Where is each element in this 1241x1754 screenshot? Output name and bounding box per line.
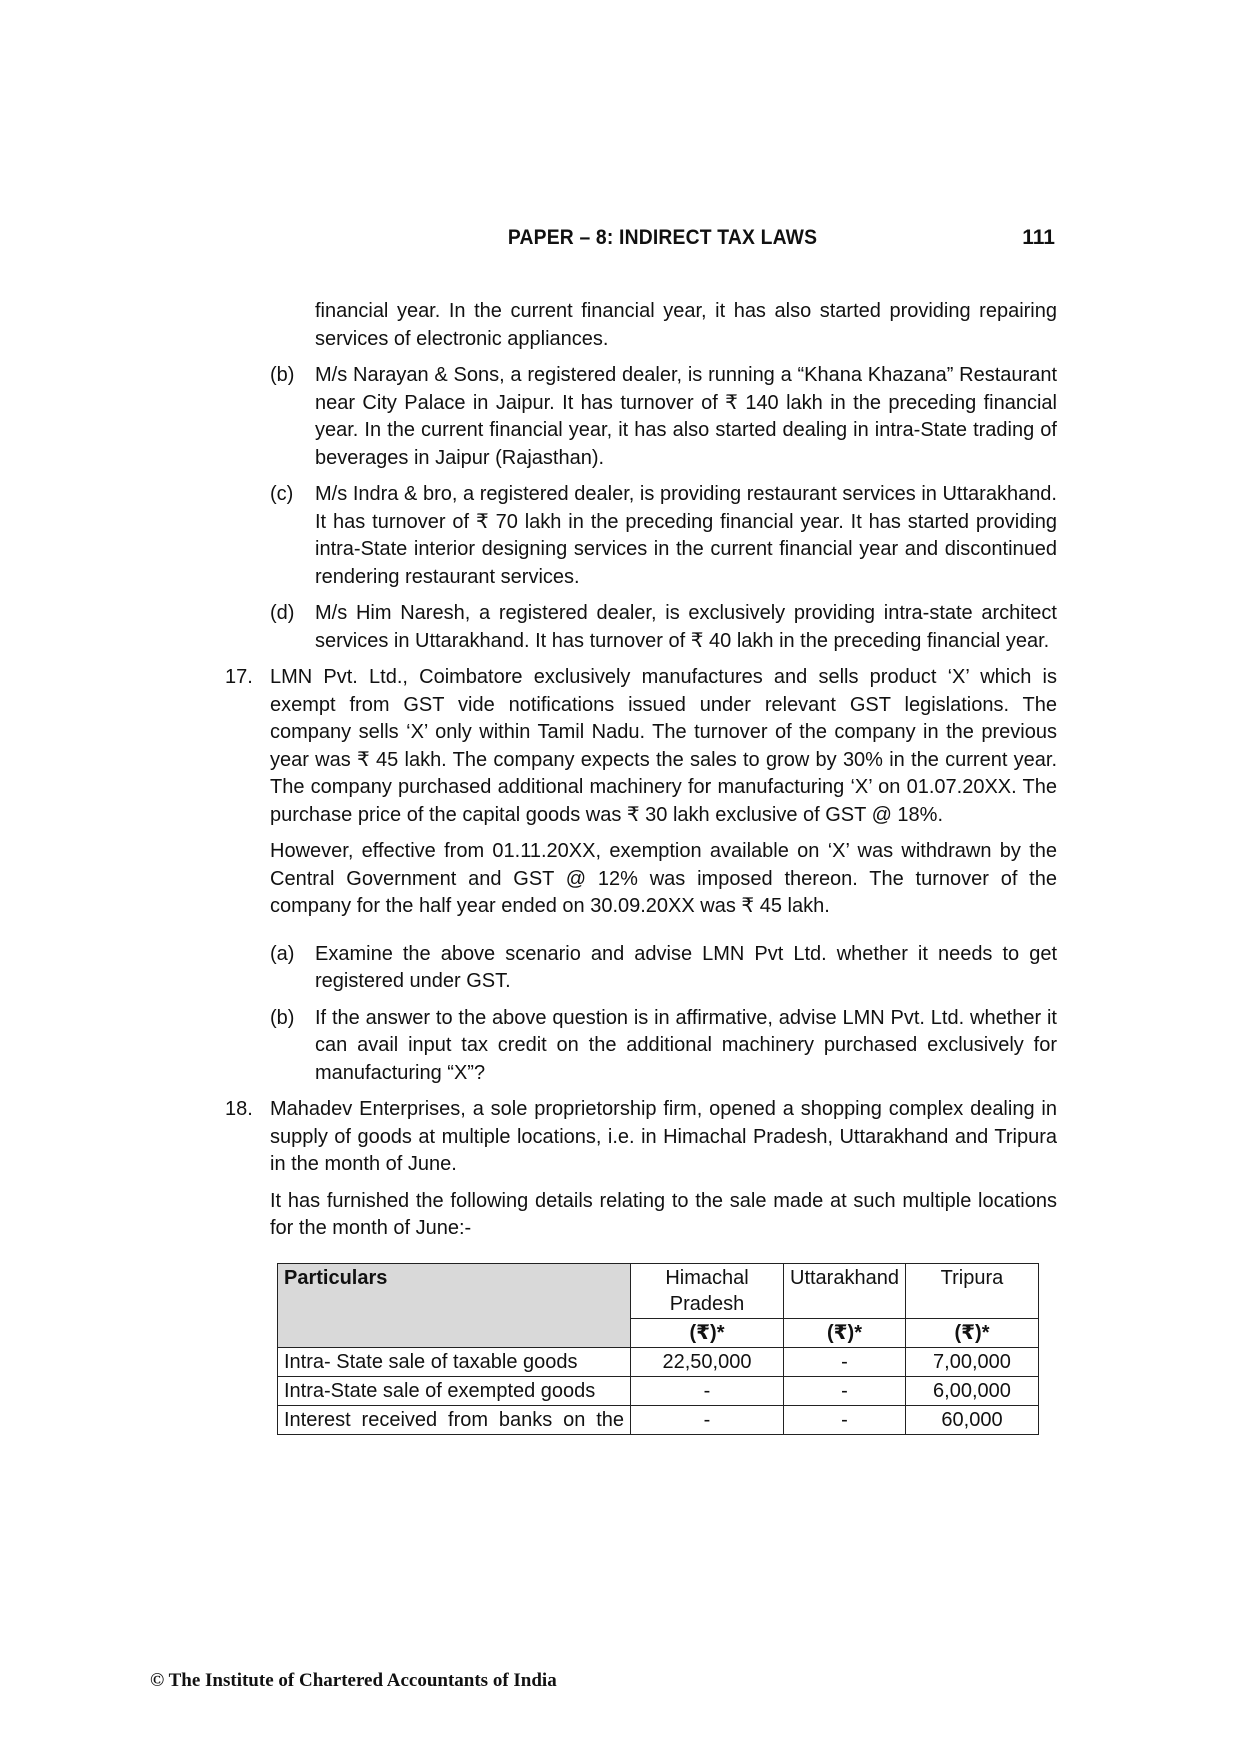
cell-uk: - — [784, 1347, 906, 1376]
cell-uk: - — [784, 1405, 906, 1434]
table-header-row — [278, 1263, 1039, 1318]
footer-copyright: © The Institute of Chartered Accountants of India — [150, 1670, 557, 1691]
cell-hp: - — [631, 1405, 784, 1434]
currency-unit: (₹)* — [784, 1318, 906, 1347]
q16-item-d — [270, 600, 1057, 655]
row-label: Intra-State sale of exempted goods — [278, 1376, 631, 1405]
question-text: Mahadev Enterprises, a sole proprietorship firm, opened a shopping complex dealing in supply of goods at multiple locations, i.e. in Himachal Pradesh, Uttarakhand and Tripura in the month of June. — [270, 1098, 1057, 1175]
col-himachal-pradesh: Himachal Pradesh — [631, 1263, 784, 1318]
q17-item-a — [270, 941, 1057, 996]
row-label: Intra- State sale of taxable goods — [278, 1347, 631, 1376]
row-label: Interest received from banks on the — [278, 1405, 631, 1434]
table-row — [278, 1347, 1039, 1376]
question-number: 18. — [225, 1098, 253, 1120]
sales-table — [277, 1263, 1039, 1435]
cell-tr: 7,00,000 — [905, 1347, 1038, 1376]
q16-item-b — [270, 362, 1057, 472]
q17-item-b — [270, 1005, 1057, 1088]
table-row — [278, 1376, 1039, 1405]
item-label: (c) — [270, 483, 294, 505]
question-17 — [225, 664, 1057, 829]
page-number: 111 — [1022, 226, 1055, 249]
continuation-text: financial year. In the current financial year, it has also started providing repairing services of electronic appliances. — [315, 300, 1057, 350]
cell-hp: 22,50,000 — [631, 1347, 784, 1376]
page-content — [225, 298, 1057, 1435]
question-number: 17. — [225, 666, 253, 688]
item-text: Examine the above scenario and advise LMN Pvt Ltd. whether it needs to get registered under GST. — [315, 942, 1057, 992]
col-uttarakhand: Uttarakhand — [784, 1263, 906, 1318]
col-particulars: Particulars — [278, 1263, 631, 1347]
cell-hp: - — [631, 1376, 784, 1405]
question-text: LMN Pvt. Ltd., Coimbatore exclusively manufactures and sells product ‘X’ which is exempt from GST vide notifications issued under relevant GST legislations. The company sells ‘X’ only within Tamil Nadu. The turnover of the company in the previous year was ₹ 45 lakh. The company expects the sales to grow by 30% in the current year. The company purchased additional machinery for manufacturing ‘X’ on 01.07.20XX. The purchase price of the capital goods was ₹ 30 lakh exclusive of GST @ 18%. — [270, 666, 1057, 826]
page-header — [270, 226, 1055, 256]
item-text: M/s Narayan & Sons, a registered dealer, is running a “Khana Khazana” Restaurant near City Palace in Jaipur. It has turnover of ₹ 140 lakh in the preceding financial year. In the current financial year, it has also started dealing in intra-State trading of beverages in Jaipur (Rajasthan). — [315, 364, 1057, 469]
item-text: M/s Indra & bro, a registered dealer, is providing restaurant services in Uttarakhand. It has turnover of ₹ 70 lakh in the preceding financial year. It has started providing intra-State interior designing services in the current financial year and discontinued rendering restaurant services. — [315, 483, 1057, 588]
table-row — [278, 1405, 1039, 1434]
currency-unit: (₹)* — [905, 1318, 1038, 1347]
item-label: (a) — [270, 942, 295, 965]
item-label: (d) — [270, 602, 295, 624]
currency-unit: (₹)* — [631, 1318, 784, 1347]
item-label: (b) — [270, 364, 295, 386]
paper-title: PAPER – 8: INDIRECT TAX LAWS — [507, 226, 818, 249]
question-18 — [225, 1096, 1057, 1179]
q16-item-c — [270, 481, 1057, 591]
cell-tr: 6,00,000 — [905, 1376, 1038, 1405]
question-17-para: However, effective from 01.11.20XX, exemption available on ‘X’ was withdrawn by the Central Government and GST @ 12% was imposed thereon. The turnover of the company for the half year ended on 30.09.20XX was ₹ 45 lakh. — [270, 840, 1057, 917]
cell-tr: 60,000 — [905, 1405, 1038, 1434]
item-text: If the answer to the above question is in affirmative, advise LMN Pvt. Ltd. whether it can avail input tax credit on the additional machinery purchased exclusively for manufacturing “X”? — [315, 1006, 1057, 1084]
item-label: (b) — [270, 1006, 295, 1029]
col-tripura: Tripura — [905, 1263, 1038, 1318]
cell-uk: - — [784, 1376, 906, 1405]
item-text: M/s Him Naresh, a registered dealer, is exclusively providing intra-state architect services in Uttarakhand. It has turnover of ₹ 40 lakh in the preceding financial year. — [315, 602, 1057, 652]
question-18-para: It has furnished the following details relating to the sale made at such multiple locations for the month of June:- — [270, 1189, 1057, 1239]
